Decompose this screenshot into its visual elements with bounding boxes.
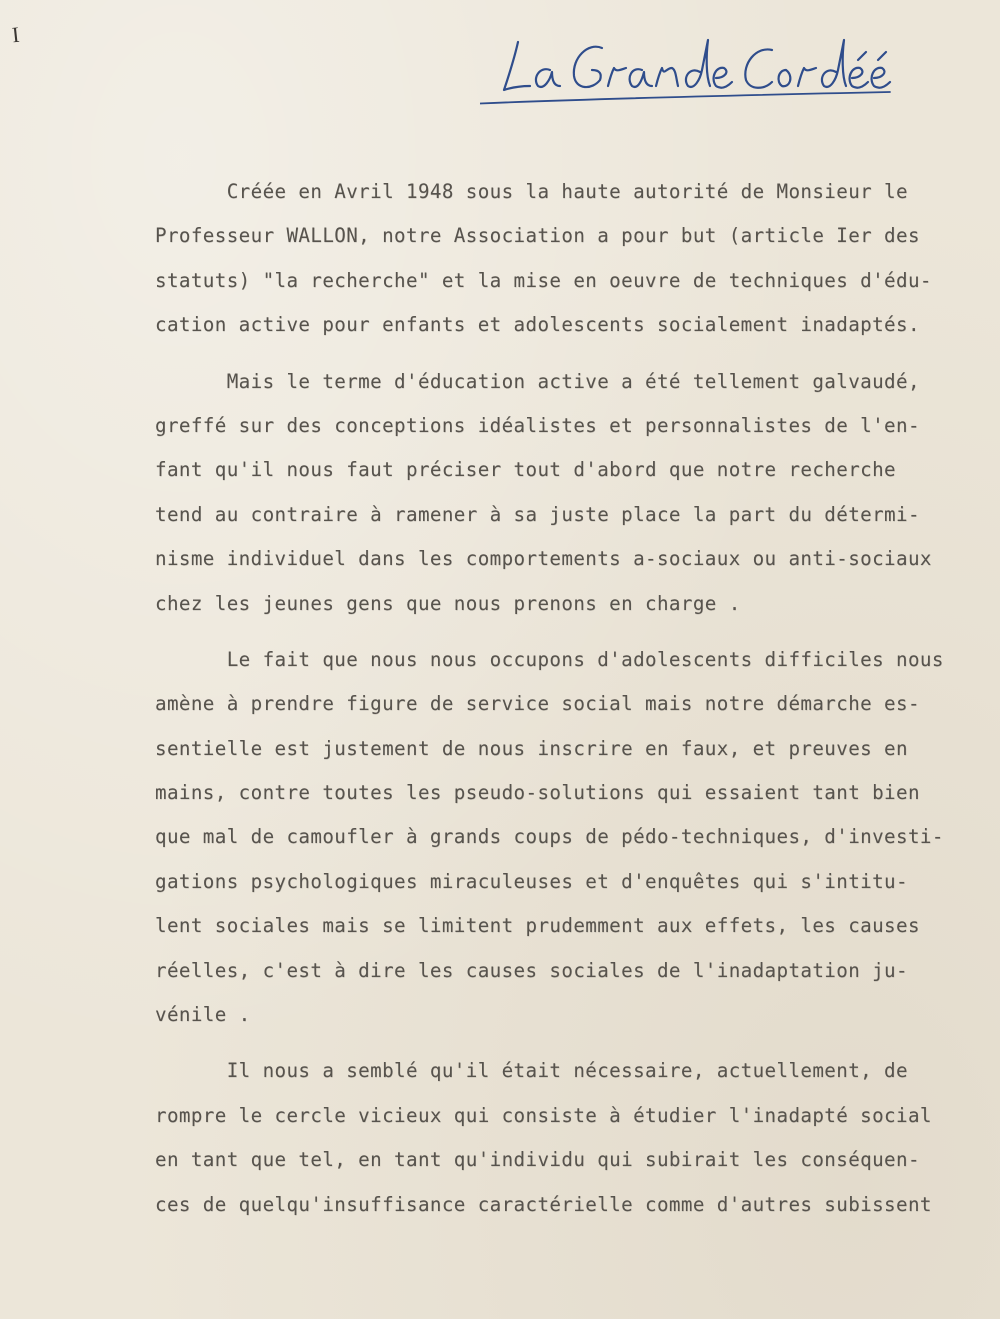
paragraph-gap [155,626,985,638]
text-line: chez les jeunes gens que nous prenons en charge . [155,591,741,615]
text-line: statuts) "la recherche" et la mise en oeuvre de techniques d'édu- [155,268,932,292]
text-line: Professeur WALLON, notre Association a pour but (article Ier des [155,224,920,248]
text-line: que mal de camoufler à grands coups de pédo-techniques, d'investi- [155,825,944,849]
text-line: fant qu'il nous faut préciser tout d'abord que notre recherche [155,458,897,482]
text-line: Il nous a semblé qu'il était nécessaire, actuellement, de [155,1059,908,1083]
text-line: lent sociales mais se limitent prudemment aux effets, les causes [155,914,920,938]
text-line: Créée en Avril 1948 sous la haute autorité de Monsieur le [155,180,908,203]
text-line: nisme individuel dans les comportements a-sociaux ou anti-sociaux [155,547,932,571]
handwritten-title-drawing [480,20,900,115]
handwritten-title-signature [480,20,900,115]
text-line: gations psychologiques miraculeuses et d'enquêtes qui s'intitu- [155,869,908,893]
typed-text-body [155,170,985,1227]
page-number: I [10,21,21,48]
text-line: cation active pour enfants et adolescents socialement inadaptés. [155,313,920,337]
text-line: en tant que tel, en tant qu'individu qui subirait les conséquen- [155,1148,920,1172]
paragraph-gap [155,348,985,360]
text-line: réelles, c'est à dire les causes sociales de l'inadaptation ju- [155,958,908,982]
text-line: tend au contraire à ramener à sa juste place la part du détermi- [155,502,920,526]
text-line: greffé sur des conceptions idéalistes et personnalistes de l'en- [155,413,920,437]
text-line: vénile . [155,1003,251,1027]
paragraph-3 [155,638,985,1038]
text-line: sentielle est justement de nous inscrire en faux, et preuves en [155,736,908,760]
text-line: Mais le terme d'éducation active a été tellement galvaudé, [155,369,920,393]
text-line: ces de quelqu'insuffisance caractérielle comme d'autres subissent [155,1192,932,1216]
paragraph-1 [155,170,985,348]
paragraph-4 [155,1049,985,1227]
text-line: amène à prendre figure de service social mais notre démarche es- [155,692,920,716]
text-line: rompre le cercle vicieux qui consiste à étudier l'inadapté social [155,1103,932,1127]
paragraph-2 [155,360,985,626]
text-line: mains, contre toutes les pseudo-solutions qui essaient tant bien [155,781,920,805]
paragraph-gap [155,1037,985,1049]
text-line: Le fait que nous nous occupons d'adolescents difficiles nous [155,647,944,671]
